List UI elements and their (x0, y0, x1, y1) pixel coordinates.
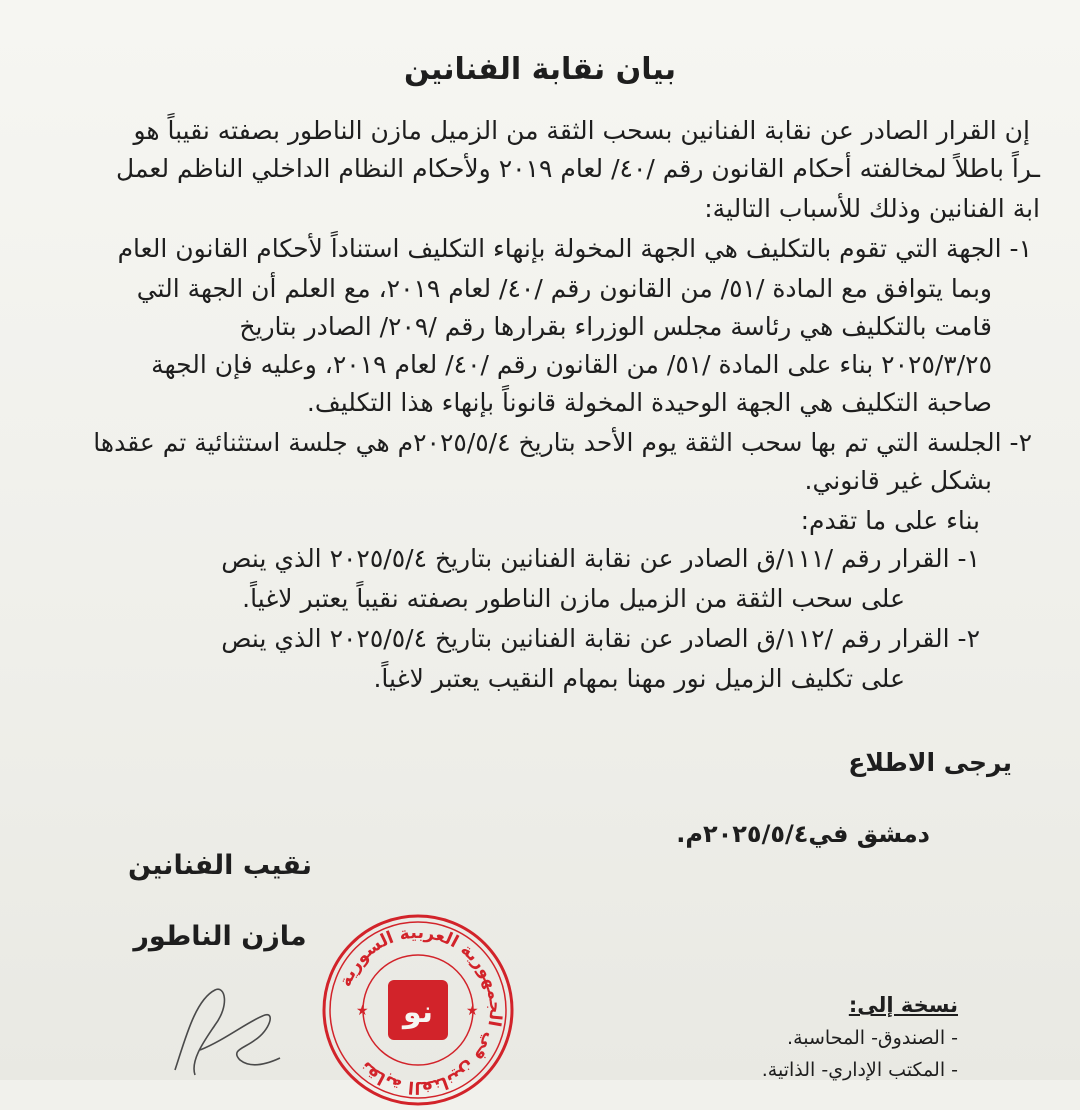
svg-text:★: ★ (466, 1003, 479, 1019)
document-title: بيان نقابة الفنانين (403, 52, 676, 87)
place-date: دمشق في٢٠٢٥/٥/٤م. (676, 820, 930, 848)
paragraph-line: ابة الفنانين وذلك للأسباب التالية: (704, 194, 1040, 223)
decision-2-line: على تكليف الزميل نور مهنا بمهام النقيب يعتبر لاغياً. (373, 664, 905, 693)
reason-2-line: ٢- الجلسة التي تم بها سحب الثقة يوم الأحد بتاريخ ٢٠٢٥/٥/٤م هي جلسة استثنائية تم عقدها (93, 428, 1032, 457)
conclusion-intro: بناء على ما تقدم: (800, 506, 980, 535)
reason-2-line: بشكل غير قانوني. (804, 466, 992, 495)
decision-1-line: على سحب الثقة من الزميل مازن الناطور بصفته نقيباً يعتبر لاغياً. (242, 584, 905, 613)
stamp-center-text: نو (402, 995, 434, 1030)
reason-1-line: صاحبة التكليف هي الجهة الوحيدة المخولة قانوناً بإنهاء هذا التكليف. (306, 388, 992, 417)
signer-name: مازن الناطور (133, 921, 307, 952)
copies-item: - الصندوق- المحاسبة. (787, 1027, 958, 1049)
stamp-ring-text: نقابة الفنانين في الجمهورية العربية السورية (335, 922, 506, 1098)
decision-2-line: ٢- القرار رقم /١١٢/ق الصادر عن نقابة الفنانين بتاريخ ٢٠٢٥/٥/٤ الذي ينص (221, 624, 980, 653)
paragraph-line: ـراً باطلاً لمخالفته أحكام القانون رقم /٤٠/ لعام ٢٠١٩ ولأحكام النظام الداخلي الناظم لعمل (116, 154, 1040, 183)
reason-1-line: ١- الجهة التي تقوم بالتكليف هي الجهة المخولة بإنهاء التكليف استناداً لأحكام القانون العام (117, 234, 1032, 263)
reason-1-line: ٢٠٢٥/٣/٢٥ بناء على المادة /٥١/ من القانون رقم /٤٠/ لعام ٢٠١٩، وعليه فإن الجهة (151, 350, 992, 379)
signer-title: نقيب الفنانين (127, 850, 313, 881)
reason-1-line: وبما يتوافق مع المادة /٥١/ من القانون رقم /٤٠/ لعام ٢٠١٩، مع العلم أن الجهة التي (136, 274, 992, 303)
signature-block (120, 850, 320, 992)
paragraph-line: إن القرار الصادر عن نقابة الفنانين بسحب الثقة من الزميل مازن الناطور بصفته نقيباً هو (133, 116, 1030, 145)
handwritten-signature (155, 980, 285, 1080)
decision-1-line: ١- القرار رقم /١١١/ق الصادر عن نقابة الفنانين بتاريخ ٢٠٢٥/٥/٤ الذي ينص (221, 544, 980, 573)
svg-text:★: ★ (356, 1003, 369, 1019)
notice-line: يرجى الاطلاع (848, 748, 1012, 777)
reason-1-line: قامت بالتكليف هي رئاسة مجلس الوزراء بقرارها رقم /٢٠٩/ الصادر بتاريخ (239, 312, 992, 341)
official-stamp (318, 910, 518, 1110)
copies-item: - المكتب الإداري- الذاتية. (761, 1059, 958, 1081)
copies-heading: نسخة إلى: (848, 993, 958, 1017)
copies-list (762, 993, 958, 1091)
